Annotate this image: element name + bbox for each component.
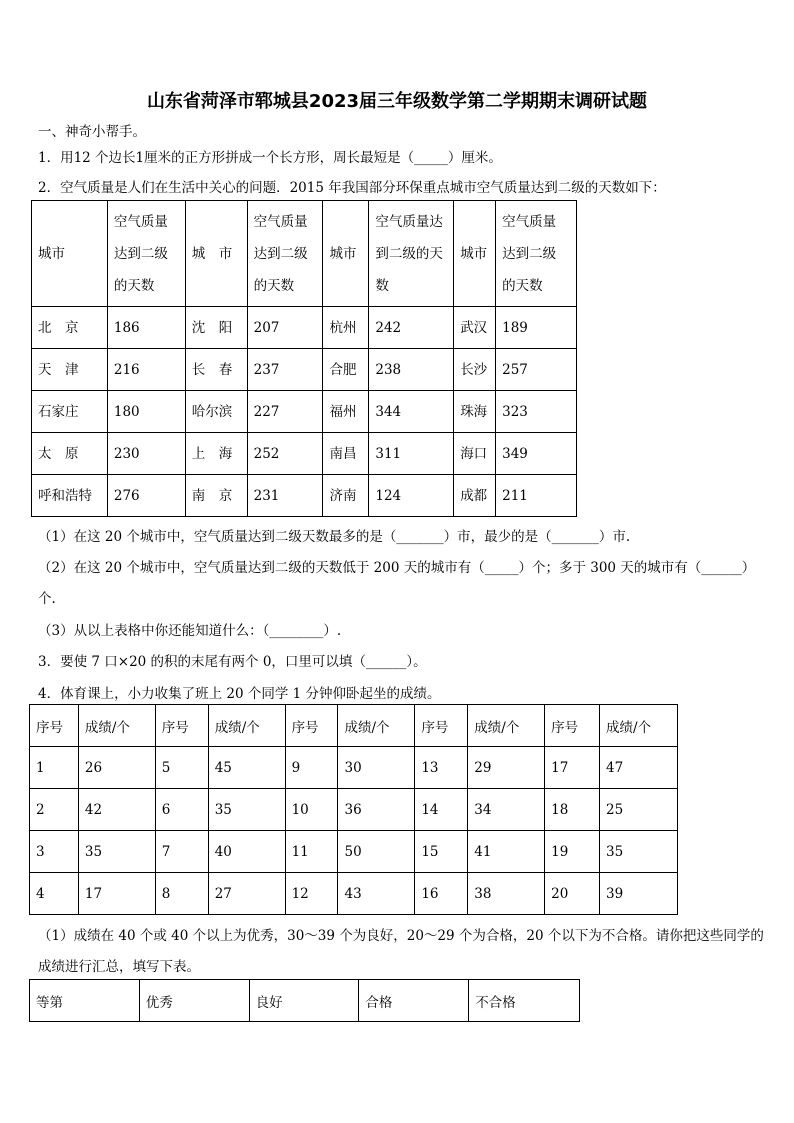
table-cell: 43 bbox=[338, 873, 415, 915]
table-cell: 天 津 bbox=[32, 349, 108, 391]
table-cell: 16 bbox=[415, 873, 468, 915]
table-cell: 石家庄 bbox=[32, 391, 108, 433]
header-cell: 序号 bbox=[30, 705, 79, 747]
table-cell: 长 春 bbox=[185, 349, 247, 391]
header-cell: 成绩/个 bbox=[338, 705, 415, 747]
table-header-row bbox=[32, 201, 577, 307]
question-4: 4．体育课上，小力收集了班上 20 个同学 1 分钟仰卧起坐的成绩。 bbox=[38, 686, 441, 702]
table-cell: 15 bbox=[415, 831, 468, 873]
table-cell: 311 bbox=[369, 433, 454, 475]
table-cell: 276 bbox=[107, 475, 185, 517]
table-cell: 4 bbox=[30, 873, 79, 915]
table-cell: 323 bbox=[496, 391, 577, 433]
question-4-part-1-cont: 成绩进行汇总，填写下表。 bbox=[38, 959, 200, 975]
table-cell: 230 bbox=[107, 433, 185, 475]
table-cell: 19 bbox=[545, 831, 600, 873]
table-cell: 40 bbox=[208, 831, 285, 873]
header-cell: 成绩/个 bbox=[78, 705, 155, 747]
header-cell: 序号 bbox=[545, 705, 600, 747]
air-quality-table bbox=[31, 200, 577, 517]
table-cell: 207 bbox=[247, 307, 323, 349]
header-cell: 成绩/个 bbox=[600, 705, 678, 747]
table-cell: 42 bbox=[78, 789, 155, 831]
table-cell: 上 海 bbox=[185, 433, 247, 475]
table-cell: 成都 bbox=[454, 475, 496, 517]
table-cell: 5 bbox=[155, 747, 208, 789]
table-row bbox=[30, 831, 678, 873]
table-cell: 180 bbox=[107, 391, 185, 433]
header-cell: 空气质量 达到二级 的天数 bbox=[496, 201, 577, 307]
header-cell: 等第 bbox=[30, 980, 140, 1022]
table-cell: 237 bbox=[247, 349, 323, 391]
table-cell: 武汉 bbox=[454, 307, 496, 349]
table-cell: 25 bbox=[600, 789, 678, 831]
table-cell: 太 原 bbox=[32, 433, 108, 475]
table-cell: 211 bbox=[496, 475, 577, 517]
header-cell: 序号 bbox=[155, 705, 208, 747]
table-row bbox=[30, 789, 678, 831]
table-cell: 45 bbox=[208, 747, 285, 789]
header-cell: 城市 bbox=[32, 201, 108, 307]
table-cell: 沈 阳 bbox=[185, 307, 247, 349]
section-heading: 一、神奇小帮手。 bbox=[38, 124, 146, 140]
table-cell: 7 bbox=[155, 831, 208, 873]
table-header-row bbox=[30, 705, 678, 747]
header-cell: 城市 bbox=[323, 201, 369, 307]
table-cell: 26 bbox=[78, 747, 155, 789]
question-2: 2．空气质量是人们在生活中关心的问题．2015 年我国部分环保重点城市空气质量达到二级的天数如下： bbox=[38, 180, 666, 196]
table-cell: 231 bbox=[247, 475, 323, 517]
grade-summary-table bbox=[29, 979, 580, 1022]
table-cell: 35 bbox=[600, 831, 678, 873]
table-cell: 186 bbox=[107, 307, 185, 349]
question-4-part-1: （1）成绩在 40 个或 40 个以上为优秀，30～39 个为良好，20～29 个为合格，20 个以下为不合格。请你把这些同学的 bbox=[38, 928, 764, 944]
table-cell: 杭州 bbox=[323, 307, 369, 349]
table-cell: 3 bbox=[30, 831, 79, 873]
question-2-part-3: （3）从以上表格中你还能知道什么：（________）. bbox=[38, 623, 342, 639]
table-cell: 呼和浩特 bbox=[32, 475, 108, 517]
table-cell: 349 bbox=[496, 433, 577, 475]
table-row bbox=[32, 349, 577, 391]
header-cell: 序号 bbox=[285, 705, 338, 747]
table-cell: 南 京 bbox=[185, 475, 247, 517]
table-cell: 47 bbox=[600, 747, 678, 789]
table-cell: 17 bbox=[545, 747, 600, 789]
table-cell: 12 bbox=[285, 873, 338, 915]
table-cell: 6 bbox=[155, 789, 208, 831]
table-cell: 18 bbox=[545, 789, 600, 831]
question-2-part-2-cont: 个. bbox=[38, 591, 56, 607]
table-cell: 20 bbox=[545, 873, 600, 915]
table-cell: 38 bbox=[468, 873, 545, 915]
table-row bbox=[32, 391, 577, 433]
header-cell: 城 市 bbox=[185, 201, 247, 307]
header-cell: 城市 bbox=[454, 201, 496, 307]
question-1: 1．用12 个边长1厘米的正方形拼成一个长方形，周长最短是（_____）厘米。 bbox=[38, 150, 502, 166]
header-cell: 不合格 bbox=[469, 980, 580, 1022]
table-cell: 北 京 bbox=[32, 307, 108, 349]
table-cell: 50 bbox=[338, 831, 415, 873]
table-cell: 11 bbox=[285, 831, 338, 873]
table-cell: 福州 bbox=[323, 391, 369, 433]
table-cell: 南昌 bbox=[323, 433, 369, 475]
table-cell: 39 bbox=[600, 873, 678, 915]
table-cell: 216 bbox=[107, 349, 185, 391]
table-cell: 34 bbox=[468, 789, 545, 831]
table-cell: 27 bbox=[208, 873, 285, 915]
header-cell: 空气质量 达到二级 的天数 bbox=[247, 201, 323, 307]
table-cell: 8 bbox=[155, 873, 208, 915]
table-cell: 长沙 bbox=[454, 349, 496, 391]
table-row bbox=[30, 747, 678, 789]
table-cell: 189 bbox=[496, 307, 577, 349]
header-cell: 空气质量达 到二级的天 数 bbox=[369, 201, 454, 307]
table-cell: 344 bbox=[369, 391, 454, 433]
table-cell: 41 bbox=[468, 831, 545, 873]
question-3: 3．要使 7 口×20 的积的末尾有两个 0，口里可以填（______）。 bbox=[38, 654, 427, 670]
table-cell: 30 bbox=[338, 747, 415, 789]
table-cell: 29 bbox=[468, 747, 545, 789]
table-cell: 2 bbox=[30, 789, 79, 831]
table-cell: 珠海 bbox=[454, 391, 496, 433]
table-cell: 海口 bbox=[454, 433, 496, 475]
header-cell: 序号 bbox=[415, 705, 468, 747]
table-cell: 227 bbox=[247, 391, 323, 433]
header-cell: 成绩/个 bbox=[208, 705, 285, 747]
table-cell: 35 bbox=[208, 789, 285, 831]
table-cell: 35 bbox=[78, 831, 155, 873]
situp-scores-table bbox=[29, 704, 678, 915]
table-cell: 10 bbox=[285, 789, 338, 831]
table-cell: 13 bbox=[415, 747, 468, 789]
table-row bbox=[32, 433, 577, 475]
table-cell: 252 bbox=[247, 433, 323, 475]
table-cell: 14 bbox=[415, 789, 468, 831]
table-cell: 1 bbox=[30, 747, 79, 789]
table-cell: 242 bbox=[369, 307, 454, 349]
page-title: 山东省菏泽市郓城县2023届三年级数学第二学期期末调研试题 bbox=[146, 91, 648, 112]
header-cell: 良好 bbox=[249, 980, 359, 1022]
header-cell: 空气质量 达到二级 的天数 bbox=[107, 201, 185, 307]
table-cell: 36 bbox=[338, 789, 415, 831]
table-cell: 17 bbox=[78, 873, 155, 915]
table-cell: 238 bbox=[369, 349, 454, 391]
header-cell: 成绩/个 bbox=[468, 705, 545, 747]
question-2-part-1: （1）在这 20 个城市中，空气质量达到二级天数最多的是（_______）市，最少的是（_______）市. bbox=[38, 529, 631, 545]
table-cell: 哈尔滨 bbox=[185, 391, 247, 433]
question-2-part-2: （2）在这 20 个城市中，空气质量达到二级的天数低于 200 天的城市有（_____）个；多于 300 天的城市有（______） bbox=[38, 560, 756, 576]
table-cell: 124 bbox=[369, 475, 454, 517]
table-cell: 合肥 bbox=[323, 349, 369, 391]
header-cell: 优秀 bbox=[139, 980, 249, 1022]
table-row bbox=[30, 873, 678, 915]
table-cell: 9 bbox=[285, 747, 338, 789]
table-row bbox=[32, 307, 577, 349]
table-cell: 257 bbox=[496, 349, 577, 391]
table-cell: 济南 bbox=[323, 475, 369, 517]
header-cell: 合格 bbox=[359, 980, 469, 1022]
table-header-row bbox=[30, 980, 580, 1022]
table-row bbox=[32, 475, 577, 517]
